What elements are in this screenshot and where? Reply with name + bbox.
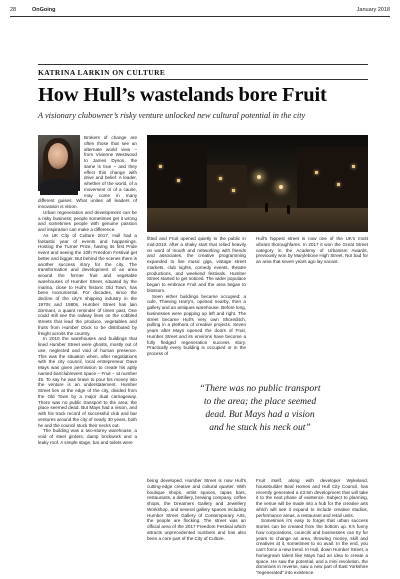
page-number: 28 bbox=[10, 7, 17, 13]
body-paragraph: Hull’s hippest street is now one of the UK’s most vibrant thoroughfares. In 2017 it won the Great Street category in the Academy of Urbanism Awards, previously won by Marylebone High Street. Not bad for an area that seven years ago lay vacant. bbox=[256, 236, 368, 264]
kicker-rule-bottom bbox=[38, 79, 368, 80]
body-paragraph: In 2010 the warehouses and buildings that lined Humber Street were ghosts, mostly out of use, neglected and void of human presence. This was the situation when, after negotiations with the city council, local entrepreneur Dave Mays was given permission to create his aptly named bar/club/event space – Fruit – at number 45. To say he was brave to pour his money into the venture is an understatement. Humber Street lies at the edge of the city, divided from the Old Town by a major dual carriageway. There was no public transport to the area; the place seemed dead. But Mays had a vision, and with his track record of successful club and bar ventures around the city of nearly 30 years, both he and the council stuck their necks out. bbox=[38, 336, 137, 428]
column-kicker: KATRINA LARKIN ON CULTURE bbox=[38, 68, 166, 77]
photo-window-light bbox=[177, 179, 180, 182]
author-photo-face bbox=[48, 143, 68, 169]
author-photo-shoulder bbox=[40, 179, 78, 195]
photo-street-lamp bbox=[257, 175, 261, 179]
photo-street-lamp bbox=[279, 185, 283, 189]
author-photo bbox=[38, 135, 80, 191]
body-column-3-lower bbox=[256, 478, 368, 575]
photo-building-right bbox=[297, 147, 368, 213]
photo-window-light bbox=[315, 171, 318, 174]
section-name: OnGoing bbox=[32, 7, 56, 13]
header-rule bbox=[10, 16, 390, 17]
pull-quote-line: “There was no public transport bbox=[199, 383, 321, 394]
body-column-3-upper bbox=[256, 236, 368, 382]
article-standfirst: A visionary clubowner’s risky venture unlocked new cultural potential in the city bbox=[38, 111, 306, 120]
pull-quote bbox=[165, 382, 355, 434]
photo-building-left bbox=[147, 143, 207, 213]
photo-cobbled-road bbox=[147, 208, 368, 232]
article-headline: How Hull’s wastelands bore Fruit bbox=[38, 84, 327, 106]
photo-window-light bbox=[337, 183, 340, 186]
body-paragraph: Brokers of change are often those that see an alternate world view – from Vivienne Westwood to James Dyson, the same is true – and they effect this change with drive and belief. A leader, whether of the world, of a movement or of a cause, may come in many different guises. What unites all leaders of innovation is vision. bbox=[38, 135, 137, 209]
body-paragraph: Fruit itself, along with developer Wykeland, housebuilder Beal Homes and Hull City Council, has recently generated a £3.5m development that will take it to the next phase of existence. Subject to planning, the venue will be made into a hub for the creative arts which will see it expand to include creative studios, performance areas, a restaurant and retail units. bbox=[256, 478, 368, 518]
body-column-1 bbox=[38, 135, 137, 553]
pull-quote-line: to the area; the place seemed bbox=[203, 396, 317, 407]
body-paragraph: Seen either buildings became occupied: a cafe, Thieving Harry’s, opened nearby, then a gallery and an antiques warehouse. Before long, businesses were popping up left and right. The street became Hull’s very own Shoreditch, pulling in a plethora of creative projects. Seven years after Mays opened the doors of Fruit, Humber Street and its environs have become a fully fledged regeneration success story. Practically every building is occupied or in the process of bbox=[147, 293, 246, 356]
body-paragraph: being developed. Humber Street is now Hull’s cutting-edge creative and cultural quarter. With boutique shops, artist spaces, tapas bars, restaurants, a distillery, brewing company, coffee shops, the Dreamers Gallery and Jewellery Workshop, and several gallery spaces including Humber Street Gallery of Contemporary Arts, the people are flocking. The street was an official area of the 2017 Freedom Festival which attracts unprecedented numbers and has also been a core part of the City of Culture. bbox=[147, 478, 246, 541]
humber-street-night-photo bbox=[147, 135, 368, 232]
kicker-rule-top bbox=[38, 64, 368, 65]
photo-pedestrian bbox=[287, 205, 290, 214]
photo-pedestrian bbox=[265, 203, 268, 212]
body-column-2-lower bbox=[147, 478, 246, 568]
body-paragraph: fitted and Fruit opened quietly to the public in mid-2010. After a shaky start that relied heavily on word of mouth and networking with friends and associates, the creative programming expanded to live music gigs, vintage street markets, club nights, comedy events, theatre productions, and weekend festivals. Humber Street started to get noticed. The wider populace began to embrace Fruit and the area began to blossom. bbox=[147, 236, 246, 293]
body-paragraph: Sometimes it’s easy to forget that urban success stories can be created from the bottom up. It’s funny how corporations, councils and businesses can try for years to change an area, throwing money, skill and creatives at it, sometimes to no avail. In the end, you can’t force a new trend. In Hull, down Humber Street, a homegrown talent like Mays had an idea to create a space. He saw the potential, and a mini revolution, the dominoes in reverse, saw a new part of East Yorkshire “regenerated” into existence. bbox=[256, 518, 368, 575]
body-column-2-upper bbox=[147, 236, 246, 382]
pull-quote-line: and he stuck his neck out” bbox=[209, 422, 311, 433]
photo-window-light bbox=[219, 177, 222, 180]
pull-quote-line: dead. But Mays had a vision bbox=[205, 409, 315, 420]
body-paragraph: Urban regeneration and development can be a risky business; people sometimes get it wrong and sometimes people with genuine passion and inspiration can make a difference. bbox=[38, 209, 137, 232]
issue-date: January 2018 bbox=[356, 7, 390, 13]
photo-window-light bbox=[352, 165, 355, 168]
running-header bbox=[10, 5, 390, 15]
photo-window-light bbox=[159, 165, 162, 168]
body-paragraph: As UK City of Culture 2017, Hull had a fantastic year of events and happenings. Hosting the Turner Prize, having its first Pride event and seeing the 10th Freedom Festival get better and bigger. But behind the scenes there is another success story for the city. The transformation and development of an area around the former fruit and vegetable warehouses of Humber Street, situated by the marina, close to Hull’s historic Old Town, has been monumental. For decades, since the decline of the city’s shipping industry in the 1970s and 1980s, Humber Street has lain dormant, a quaint reminder of times past. One could still see the railway lines on the cobbled streets that lead the produce, vegetables and fruits from Humber Dock to be distributed by freight across the country. bbox=[38, 232, 137, 336]
body-paragraph: The building was a two-storey warehouse, a void of steel girders, damp brickwork and a leaky roof. A simple stage, bar and toilets were bbox=[38, 428, 137, 445]
photo-window-light bbox=[232, 189, 235, 192]
